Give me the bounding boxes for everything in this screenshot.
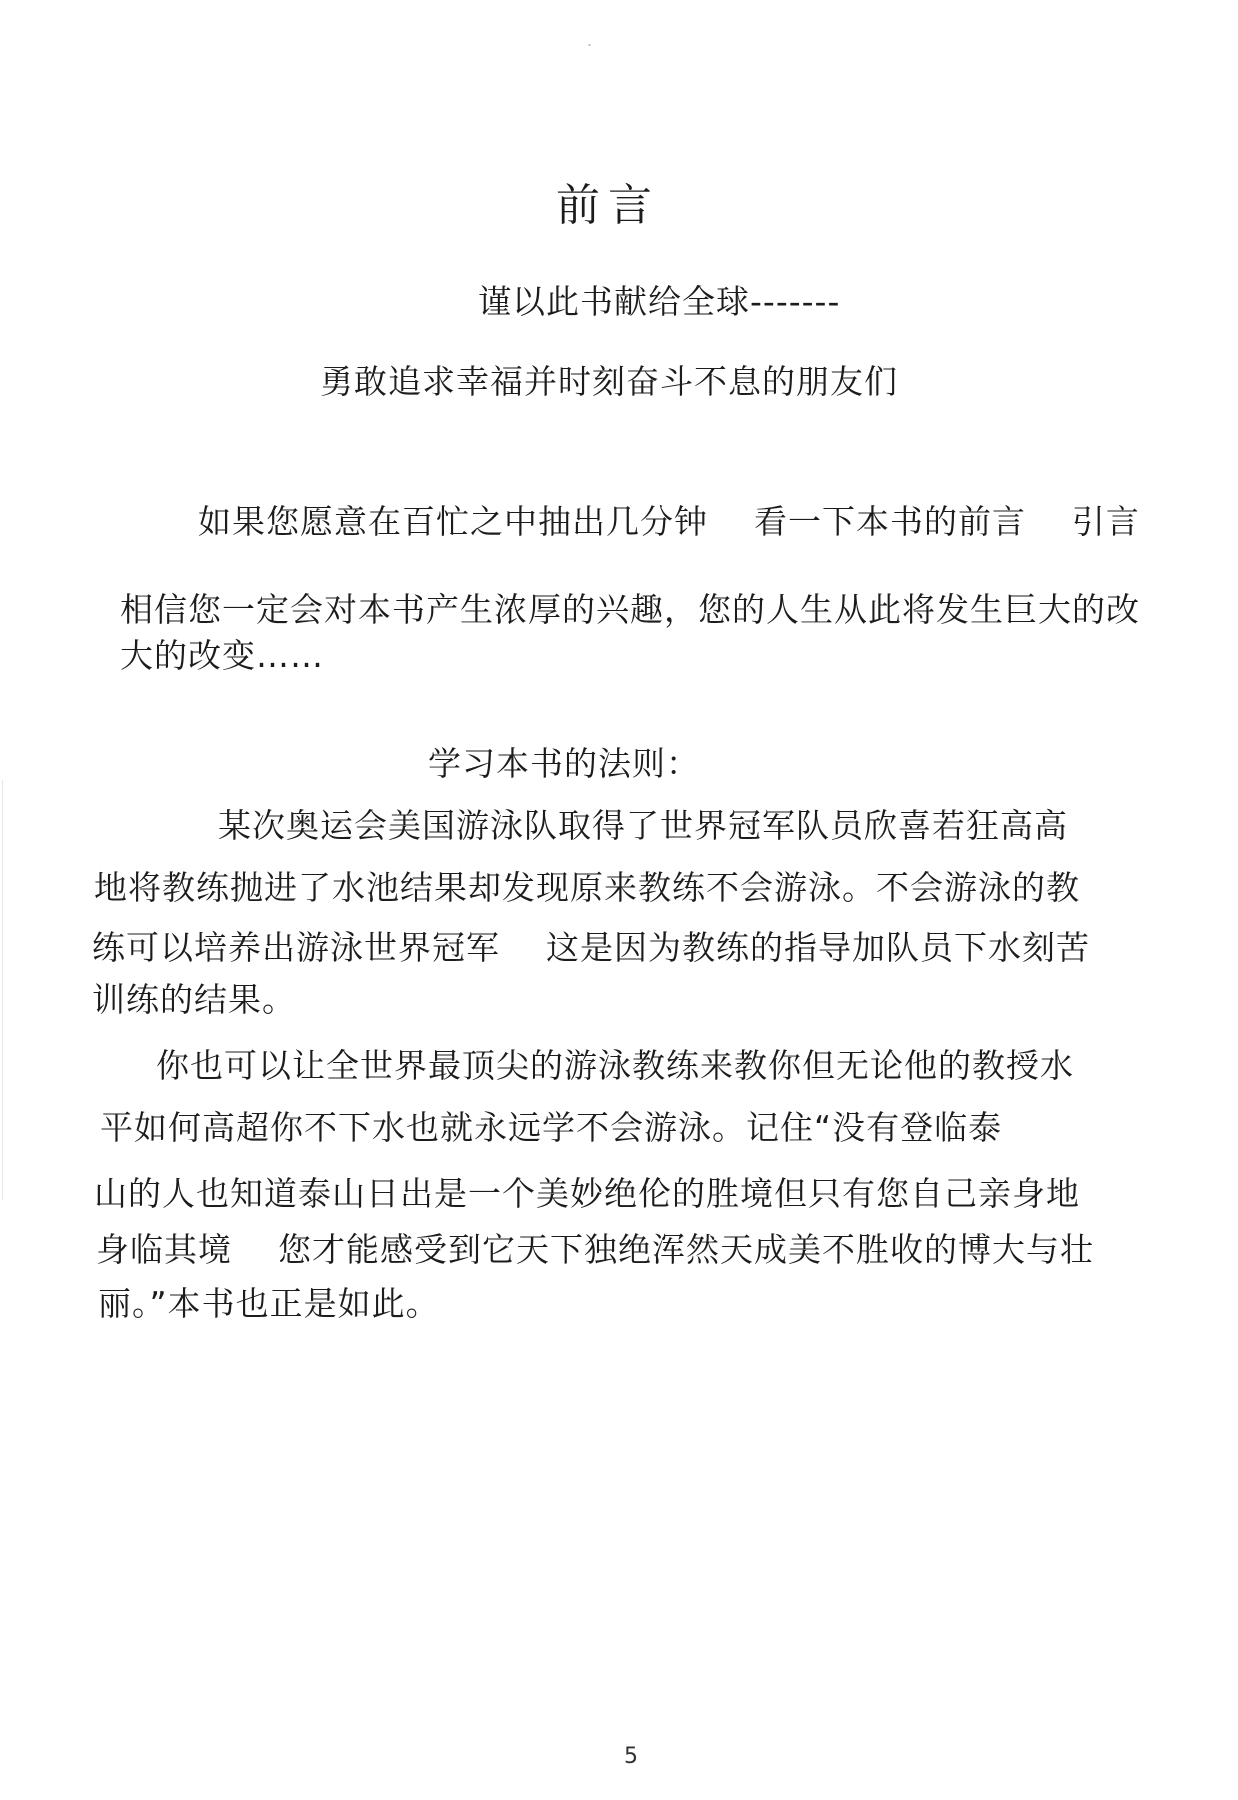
paragraph2-line-1: 你也可以让全世界最顶尖的游泳教练来教你但无论他的教授水 [156,1046,1074,1085]
scan-speck [588,44,591,46]
paragraph1-line-4: 训练的结果。 [92,980,296,1019]
intro-line-1: 如果您愿意在百忙之中抽出几分钟 看一下本书的前言 引言 [198,502,1140,541]
paragraph2-line-2: 平如何高超你不下水也就永远学不会游泳。记住“没有登临泰 [100,1108,1003,1147]
intro-line-2: 相信您一定会对本书产生浓厚的兴趣，您的人生从此将发生巨大的改 [120,590,1140,629]
paragraph1-line-2: 地将教练抛进了水池结果却发现原来教练不会游泳。不会游泳的教 [94,868,1080,907]
paragraph2-line-3: 山的人也知道泰山日出是一个美妙绝伦的胜境但只有您自己亲身地 [94,1174,1080,1213]
page-title: 前言 [556,180,660,231]
paragraph1-line-1: 某次奥运会美国游泳队取得了世界冠军队员欣喜若狂高高 [218,806,1068,845]
rules-heading: 学习本书的法则： [428,744,700,783]
paragraph1-line-3: 练可以培养出游泳世界冠军 这是因为教练的指导加队员下水刻苦 [92,928,1090,967]
paragraph2-line-5: 丽。”本书也正是如此。 [98,1284,440,1323]
page-number: 5 [624,1744,638,1769]
dedication-line-2: 勇敢追求幸福并时刻奋斗不息的朋友们 [320,362,898,401]
scan-edge-shadow [2,780,3,1200]
intro-line-3: 大的改变…… [120,636,324,675]
paragraph2-line-4: 身临其境 您才能感受到它天下独绝浑然天成美不胜收的博大与壮 [96,1230,1094,1269]
dedication-line-1: 谨以此书献给全球------- [478,282,841,321]
